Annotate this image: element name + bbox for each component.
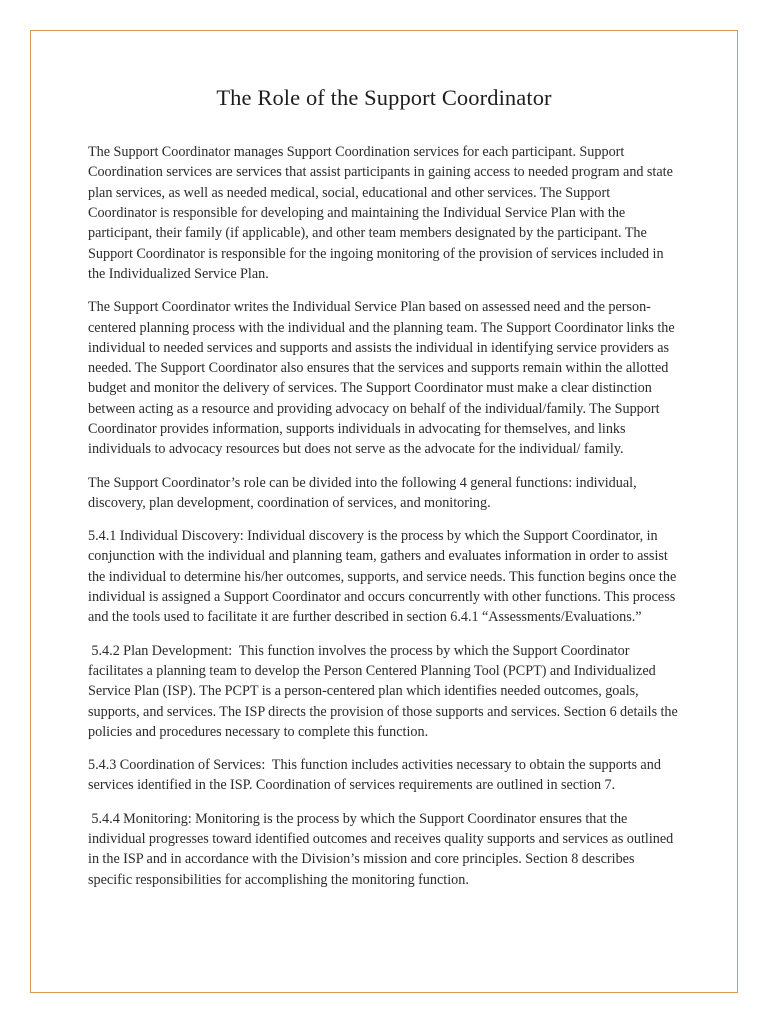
- paragraph-four-general-functions: The Support Coordinator’s role can be divided into the following 4 general functions: individual, discovery, plan development, coordination of services, and monitoring.: [88, 474, 641, 511]
- paragraph-intro-overview: The Support Coordinator manages Support Coordination services for each participant. Support Coordination services are services that assist participants in gaining access to needed program and state plan services, as well as needed medical, social, educational and other services. The Support Coordinator is responsible for developing and maintaining the Individual Service Plan with the participant, their family (if applicable), and other team members designated by the participant. The Support Coordinator is responsible for the ingoing monitoring of the provision of services included in the Individualized Service Plan.: [88, 144, 677, 282]
- section-5-4-3-coordination-of-services: 5.4.3 Coordination of Services: This function includes activities necessary to obtain the supports and services identified in the ISP. Coordination of services requirements are outlined in section 7.: [88, 757, 665, 794]
- section-5-4-4-monitoring: 5.4.4 Monitoring: Monitoring is the process by which the Support Coordinator ensures that the individual progresses toward identified outcomes and receives quality supports and services as outlined in the ISP and in accordance with the Division’s mission and core principles. Section 8 describes specific responsibilities for accomplishing the monitoring function.: [88, 810, 677, 888]
- document-content: [88, 84, 680, 890]
- page-title: The Role of the Support Coordinator: [216, 85, 552, 110]
- section-5-4-1-individual-discovery: 5.4.1 Individual Discovery: Individual discovery is the process by which the Support Coordinator, in conjunction with the individual and planning team, gathers and evaluates information in order to assist the individual to determine his/her outcomes, supports, and service needs. This function begins once the individual is assigned a Support Coordinator and occurs concurrently with other functions. This process and the tools used to facilitate it are further described in section 6.4.1 “Assessments/Evaluations.”: [88, 528, 680, 626]
- section-5-4-2-plan-development: 5.4.2 Plan Development: This function involves the process by which the Support Coordinator facilitates a planning team to develop the Person Centered Planning Tool (PCPT) and Individualized Service Plan (ISP). The PCPT is a person-centered plan which identifies needed outcomes, goals, supports, and services. The ISP directs the provision of those supports and services. Section 6 details the policies and procedures necessary to complete this function.: [88, 642, 682, 740]
- paragraph-isp-writing-advocacy: The Support Coordinator writes the Individual Service Plan based on assessed need and the person-centered planning process with the individual and the planning team. The Support Coordinator links the individual to needed services and supports and assists the individual in identifying service providers as needed. The Support Coordinator also ensures that the services and supports remain within the allotted budget and monitor the delivery of services. The Support Coordinator must make a clear distinction between acting as a resource and providing advocacy on behalf of the individual/family. The Support Coordinator provides information, supports individuals in advocating for themselves, and links individuals to advocacy resources but does not serve as the advocate for the individual/ family.: [88, 299, 679, 458]
